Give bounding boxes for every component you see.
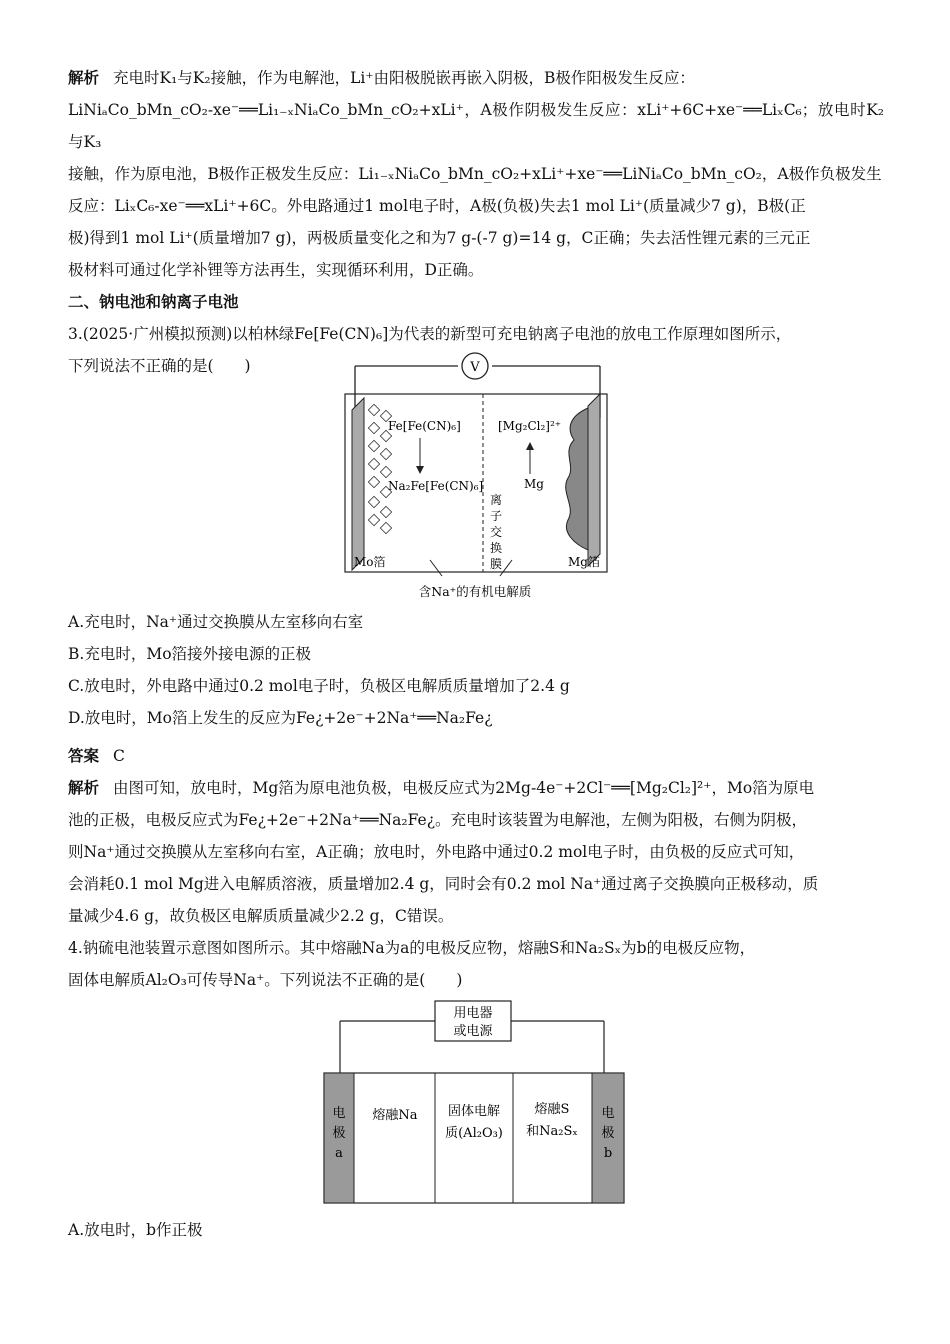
svg-text:极: 极 [332, 1126, 346, 1141]
down-arrow-icon [416, 466, 424, 474]
svg-text:和Na₂Sₓ: 和Na₂Sₓ [526, 1124, 578, 1139]
svg-text:换: 换 [489, 541, 503, 555]
mg-foil-label: Mg箔 [568, 555, 600, 569]
mo-foil-electrode [352, 398, 364, 570]
q3-option-a: A.充电时，Na⁺通过交换膜从左室移向右室 [68, 613, 364, 631]
electrode-a-label: 电 [332, 1106, 346, 1121]
na2fe-label: Na₂Fe[Fe(CN)₆] [388, 479, 484, 493]
svg-text:b: b [603, 1146, 613, 1161]
q3-stem: 下列说法不正确的是( ) [68, 357, 251, 375]
sodium-ion-battery-diagram [330, 348, 620, 608]
page-content [68, 62, 884, 382]
q4-stem: 4.钠硫电池装置示意图如图所示。其中熔融Na为a的电极反应物，熔融S和Na₂Sₓ为b的电极反应物， [68, 939, 756, 957]
analysis-1-line: 接触，作为原电池，B极作正极发生反应：Li₁₋ₓNiₐCo_bMn_cO₂+xLi⁺+xe⁻══LiNiₐCo_bMn_cO₂，A极作负极发生 [68, 165, 882, 183]
mo-foil-label: Mo箔 [354, 555, 386, 569]
up-arrow-icon [526, 442, 534, 450]
q3-option-d: D.放电时，Mo箔上发生的反应为Fe¿+2e⁻+2Na⁺══Na₂Fe¿ [68, 709, 493, 727]
q3-answer: 答案 C [68, 747, 125, 765]
membrane-label: 离 [489, 493, 503, 507]
analysis-1-line: 反应：LiₓC₆-xe⁻══xLi⁺+6C。外电路通过1 mol电子时，A极(负极)失去1 mol Li⁺(质量减少7 g)，B极(正 [68, 197, 806, 215]
solid-electrolyte-label: 固体电解 [447, 1104, 501, 1119]
mg-label: Mg [524, 477, 544, 491]
q3-analysis: 解析 由图可知，放电时，Mg箔为原电池负极，电极反应式为2Mg-4e⁻+2Cl⁻══[Mg₂Cl₂]²⁺，Mo箔为原电 池的正极，电极反应式为Fe¿+2e⁻+2Na⁺══Na₂Fe¿。充电时该装置为电解池，左侧为阳极，右侧为阴极， 则Na⁺通过交换膜从左室移向右室，A正确；放电时，外电路中通过0.2 mol电子时，由负极的反应式可知， 会消耗0.1 mol Mg进入电解质溶液，质量增加2.4 g，同时会有0.2 mol Na⁺通过离子交换膜向正极移动，质 量减少4.6 g，故负极区电解质质量减少2.2 g，C错误。 [68, 779, 819, 925]
fe-fe-cn6-label: Fe[Fe(CN)₆] [388, 419, 461, 433]
mg-foil-electrode [588, 394, 600, 566]
analysis-1-line: 极)得到1 mol Li⁺(质量增加7 g)，两极质量变化之和为7 g-(-7 g)=14 g，C正确；失去活性锂元素的三元正 [68, 229, 811, 247]
molten-na-label: 熔融Na [372, 1108, 418, 1123]
q4-option-a: A.放电时，b作正极 [68, 1221, 203, 1239]
q3-option-b: B.充电时，Mo箔接外接电源的正极 [68, 645, 312, 663]
sodium-sulfur-battery-diagram [320, 997, 630, 1207]
electrode-b-label: 电 [601, 1106, 615, 1121]
mg2cl2-label: [Mg₂Cl₂]²⁺ [498, 419, 562, 433]
mg-anode [566, 408, 588, 550]
svg-text:膜: 膜 [489, 557, 503, 571]
svg-text:交: 交 [489, 525, 503, 539]
device-label: 用电器 [453, 1006, 493, 1021]
analysis-1-line: 解析 充电时K₁与K₂接触，作为电解池，Li⁺由阳极脱嵌再嵌入阴极，B极作阳极发生反应： [68, 69, 695, 87]
voltmeter-label: V [470, 360, 480, 375]
section-heading: 二、钠电池和钠离子电池 [68, 293, 239, 311]
analysis-1 [68, 62, 884, 286]
q3-stem: 3.(2025·广州模拟预测)以柏林绿Fe[Fe(CN)₆]为代表的新型可充电钠离子电池的放电工作原理如图所示， [68, 325, 792, 343]
analysis-1-line: 极材料可通过化学补锂等方法再生，实现循环利用，D正确。 [68, 261, 484, 279]
q4-stem: 固体电解质Al₂O₃可传导Na⁺。下列说法不正确的是( ) [68, 971, 463, 989]
svg-text:极: 极 [601, 1126, 615, 1141]
svg-text:或电源: 或电源 [453, 1024, 493, 1039]
analysis-label: 解析 [68, 69, 100, 87]
q3-answer-block [68, 740, 884, 996]
svg-text:子: 子 [489, 509, 503, 523]
svg-text:质(Al₂O₃): 质(Al₂O₃) [445, 1126, 503, 1141]
electrolyte-label: 含Na⁺的有机电解质 [418, 584, 532, 599]
svg-text:a: a [335, 1146, 343, 1161]
analysis-1-line: LiNiₐCo_bMn_cO₂-xe⁻══Li₁₋ₓNiₐCo_bMn_cO₂+xLi⁺，A极作阴极发生反应：xLi⁺+6C+xe⁻══LiₓC₆；放电时K₂与K₃ [68, 101, 884, 151]
molten-s-label: 熔融S [534, 1102, 570, 1117]
q3-option-c: C.放电时，外电路中通过0.2 mol电子时，负极区电解质质量增加了2.4 g [68, 677, 570, 695]
